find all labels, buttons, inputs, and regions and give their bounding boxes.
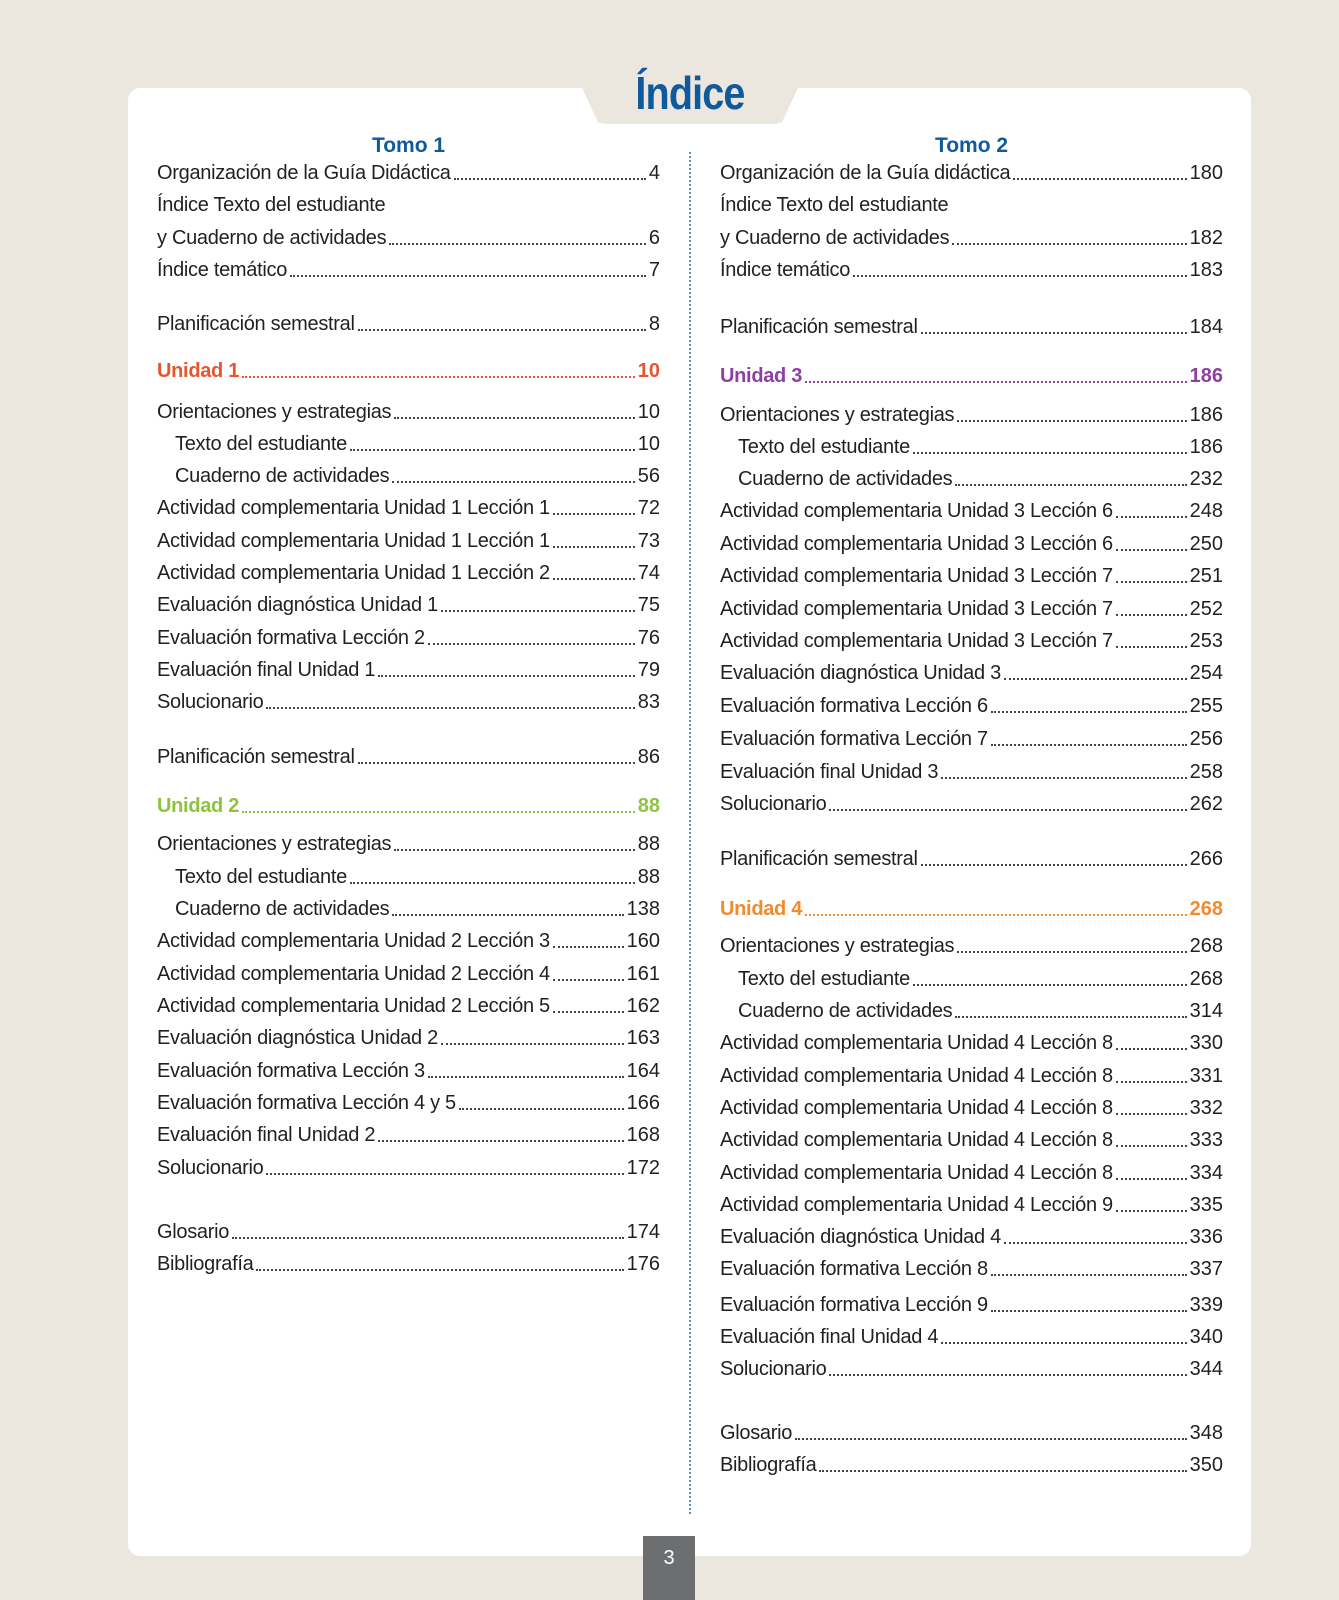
toc-entry-page: 166 — [626, 1092, 660, 1114]
dot-leader — [428, 643, 635, 645]
dot-leader — [553, 513, 635, 515]
toc-entry-page: 186 — [1189, 436, 1223, 458]
dot-leader — [913, 452, 1187, 454]
toc-entry-label: Evaluación formativa Lección 7 — [720, 728, 988, 750]
toc-entry-page: 7 — [648, 259, 660, 281]
toc-entry-page: 183 — [1189, 259, 1223, 281]
dot-leader — [441, 1043, 624, 1045]
dot-leader — [1116, 1145, 1187, 1147]
toc-entry-page: 268 — [1189, 935, 1223, 957]
dot-leader — [242, 811, 635, 813]
toc-entry-label: Solucionario — [720, 1358, 827, 1380]
toc-entry-page: 262 — [1189, 793, 1223, 815]
toc-entry-actividad-complementaria-unidad-3-leccion-6[interactable] — [720, 533, 1223, 556]
toc-entry-label: Evaluación final Unidad 1 — [157, 659, 376, 681]
dot-leader — [1116, 1113, 1187, 1115]
toc-entry-label: Bibliografía — [157, 1253, 254, 1275]
dot-leader — [1116, 614, 1187, 616]
toc-entry-page: 8 — [648, 313, 660, 335]
toc-entry-page: 164 — [626, 1060, 660, 1082]
toc-entry-label: Evaluación formativa Lección 2 — [157, 627, 425, 649]
toc-entry-label: Glosario — [157, 1221, 230, 1243]
toc-entry-indice-tematico[interactable] — [157, 259, 660, 282]
toc-entry-actividad-complementaria-unidad-3-leccion-7[interactable] — [720, 630, 1223, 653]
dot-leader — [853, 275, 1187, 277]
toc-entry-page: 4 — [648, 162, 660, 184]
dot-leader — [957, 951, 1186, 953]
dot-leader — [957, 420, 1186, 422]
dot-leader — [921, 864, 1187, 866]
toc-entry-indice-tematico[interactable] — [720, 259, 1223, 282]
toc-entry-label: Actividad complementaria Unidad 2 Lección 4 — [157, 963, 550, 985]
toc-entry-page: 138 — [626, 898, 660, 920]
toc-entry-planificacion-semestral[interactable] — [720, 848, 1223, 871]
toc-entry-solucionario[interactable] — [157, 1157, 660, 1180]
dot-leader — [454, 178, 646, 180]
toc-entry-page: 254 — [1189, 662, 1223, 684]
toc-entry-page: 10 — [637, 360, 660, 382]
dot-leader — [394, 849, 635, 851]
toc-entry-glosario[interactable] — [157, 1221, 660, 1244]
dot-leader — [1116, 646, 1187, 648]
toc-entry-label: Evaluación formativa Lección 6 — [720, 695, 988, 717]
toc-entry-label: Actividad complementaria Unidad 1 Lección 1 — [157, 530, 550, 552]
toc-entry-page: 184 — [1189, 316, 1223, 338]
toc-entry-orientaciones-y-estrategias[interactable] — [157, 833, 660, 856]
dot-leader — [829, 1374, 1186, 1376]
toc-entry-label: Orientaciones y estrategias — [720, 404, 955, 426]
toc-entry-page: 332 — [1189, 1097, 1223, 1119]
toc-entry-evaluacion-formativa-leccion-2[interactable] — [157, 627, 660, 650]
toc-entry-actividad-complementaria-unidad-2-leccion-3[interactable] — [157, 930, 660, 953]
toc-entry-page: 248 — [1189, 500, 1223, 522]
dot-leader — [795, 1438, 1187, 1440]
toc-entry-label: Cuaderno de actividades — [738, 468, 953, 490]
toc-entry-label: Evaluación final Unidad 2 — [157, 1124, 376, 1146]
dot-leader — [1116, 1048, 1187, 1050]
toc-entry-page: 180 — [1189, 162, 1223, 184]
dot-leader — [553, 546, 635, 548]
toc-entry-label: Texto del estudiante — [738, 968, 910, 990]
toc-entry-label: Actividad complementaria Unidad 1 Lección 2 — [157, 562, 550, 584]
toc-entry-texto-del-estudiante[interactable] — [720, 968, 1223, 991]
tomo-1-heading: Tomo 1 — [371, 134, 446, 157]
toc-entry-page: 256 — [1189, 728, 1223, 750]
toc-entry-page: 74 — [637, 562, 660, 584]
toc-entry-label: Actividad complementaria Unidad 3 Lección 6 — [720, 533, 1113, 555]
toc-entry-page: 88 — [637, 795, 660, 817]
dot-leader — [991, 711, 1187, 713]
toc-entry-page: 335 — [1189, 1194, 1223, 1216]
toc-entry-label: Glosario — [720, 1422, 793, 1444]
dot-leader — [441, 610, 635, 612]
toc-entry-label: Evaluación formativa Lección 9 — [720, 1294, 988, 1316]
dot-leader — [829, 809, 1186, 811]
dot-leader — [921, 332, 1187, 334]
toc-entry-label: Organización de la Guía didáctica — [720, 162, 1011, 184]
toc-entry-evaluacion-final-unidad-3[interactable] — [720, 761, 1223, 784]
dot-leader — [941, 777, 1186, 779]
toc-entry-page: 73 — [637, 530, 660, 552]
toc-entry-page: 268 — [1189, 898, 1223, 920]
dot-leader — [1116, 516, 1187, 518]
toc-entry-page: 258 — [1189, 761, 1223, 783]
toc-entry-bibliografia[interactable] — [720, 1454, 1223, 1477]
toc-entry-y-cuaderno-de-actividades[interactable] — [157, 227, 660, 250]
toc-entry-page: 333 — [1189, 1129, 1223, 1151]
toc-entry-label: Solucionario — [157, 691, 264, 713]
toc-entry-page: 83 — [637, 691, 660, 713]
dot-leader — [805, 914, 1187, 916]
toc-entry-page: 56 — [637, 465, 660, 487]
toc-entry-bibliografia[interactable] — [157, 1253, 660, 1276]
toc-entry-cuaderno-de-actividades[interactable] — [157, 898, 660, 921]
toc-entry-actividad-complementaria-unidad-4-leccion-8[interactable] — [720, 1162, 1223, 1185]
toc-entry-label: Índice Texto del estudiante — [720, 194, 949, 216]
toc-entry-unidad-3[interactable] — [720, 365, 1223, 388]
toc-entry-page: 72 — [637, 497, 660, 519]
toc-entry-orientaciones-y-estrategias[interactable] — [157, 401, 660, 424]
toc-entry-page: 75 — [637, 594, 660, 616]
dot-leader — [232, 1237, 624, 1239]
toc-entry-y-cuaderno-de-actividades[interactable] — [720, 227, 1223, 250]
toc-entry-page: 162 — [626, 995, 660, 1017]
toc-entry-label: Bibliografía — [720, 1454, 817, 1476]
dot-leader — [256, 1269, 623, 1271]
toc-entry-label: Cuaderno de actividades — [175, 465, 390, 487]
toc-entry-page: 232 — [1189, 468, 1223, 490]
dot-leader — [459, 1108, 624, 1110]
toc-entry-solucionario[interactable] — [157, 691, 660, 714]
toc-entry-label: Actividad complementaria Unidad 3 Lección 7 — [720, 598, 1113, 620]
dot-leader — [955, 1016, 1186, 1018]
toc-entry-indice-texto-del-estudiante[interactable] — [720, 194, 1223, 217]
toc-entry-page: 250 — [1189, 533, 1223, 555]
toc-entry-unidad-2[interactable] — [157, 795, 660, 818]
toc-entry-label: y Cuaderno de actividades — [720, 227, 950, 249]
toc-entry-page: 174 — [626, 1221, 660, 1243]
toc-entry-label: Actividad complementaria Unidad 4 Lección 8 — [720, 1065, 1113, 1087]
dot-leader — [991, 1310, 1187, 1312]
dot-leader — [952, 243, 1186, 245]
toc-entry-label: Actividad complementaria Unidad 4 Lección 8 — [720, 1162, 1113, 1184]
toc-entry-label: Actividad complementaria Unidad 4 Lección 8 — [720, 1032, 1113, 1054]
toc-entry-evaluacion-formativa-leccion-3[interactable] — [157, 1060, 660, 1083]
dot-leader — [1116, 1210, 1187, 1212]
toc-entry-page: 182 — [1189, 227, 1223, 249]
toc-entry-page: 255 — [1189, 695, 1223, 717]
toc-entry-page: 336 — [1189, 1226, 1223, 1248]
dot-leader — [913, 984, 1187, 986]
toc-entry-evaluacion-final-unidad-1[interactable] — [157, 659, 660, 682]
toc-entry-actividad-complementaria-unidad-3-leccion-7[interactable] — [720, 598, 1223, 621]
toc-entry-texto-del-estudiante[interactable] — [157, 866, 660, 889]
dot-leader — [955, 484, 1186, 486]
dot-leader — [1116, 549, 1187, 551]
toc-entry-page: 88 — [637, 833, 660, 855]
dot-leader — [290, 275, 646, 277]
toc-entry-page: 10 — [637, 433, 660, 455]
toc-entry-solucionario[interactable] — [720, 1358, 1223, 1381]
toc-entry-label: Evaluación diagnóstica Unidad 4 — [720, 1226, 1001, 1248]
toc-entry-page: 6 — [648, 227, 660, 249]
dot-leader — [1116, 581, 1187, 583]
toc-entry-label: Índice temático — [157, 259, 288, 281]
toc-entry-label: Actividad complementaria Unidad 4 Lección 8 — [720, 1129, 1113, 1151]
toc-entry-page: 76 — [637, 627, 660, 649]
dot-leader — [553, 1011, 624, 1013]
page-number: 3 — [643, 1536, 695, 1600]
toc-entry-cuaderno-de-actividades[interactable] — [157, 465, 660, 488]
toc-entry-label: Índice temático — [720, 259, 851, 281]
dot-leader — [553, 578, 635, 580]
toc-entry-label: Evaluación diagnóstica Unidad 1 — [157, 594, 438, 616]
toc-entry-label: Planificación semestral — [157, 746, 355, 768]
toc-entry-label: Orientaciones y estrategias — [157, 833, 392, 855]
toc-entry-evaluacion-formativa-leccion-9[interactable] — [720, 1294, 1223, 1317]
toc-entry-label: Evaluación diagnóstica Unidad 3 — [720, 662, 1001, 684]
toc-entry-evaluacion-diagnostica-unidad-3[interactable] — [720, 662, 1223, 685]
toc-entry-page: 186 — [1189, 365, 1223, 387]
toc-entry-orientaciones-y-estrategias[interactable] — [720, 935, 1223, 958]
toc-entry-glosario[interactable] — [720, 1422, 1223, 1445]
toc-entry-label: Texto del estudiante — [175, 433, 347, 455]
toc-entry-label: Actividad complementaria Unidad 1 Lección 1 — [157, 497, 550, 519]
toc-entry-label: Cuaderno de actividades — [175, 898, 390, 920]
toc-entry-organizacion-de-la-guia-didactica[interactable] — [720, 162, 1223, 185]
dot-leader — [266, 1173, 623, 1175]
toc-entry-page: 86 — [637, 746, 660, 768]
dot-leader — [266, 707, 634, 709]
toc-entry-label: Orientaciones y estrategias — [720, 935, 955, 957]
dot-leader — [392, 481, 634, 483]
toc-entry-solucionario[interactable] — [720, 793, 1223, 816]
toc-entry-label: y Cuaderno de actividades — [157, 227, 387, 249]
toc-entry-page: 348 — [1189, 1422, 1223, 1444]
toc-entry-indice-texto-del-estudiante[interactable] — [157, 194, 660, 217]
toc-entry-actividad-complementaria-unidad-1-leccion-2[interactable] — [157, 562, 660, 585]
dot-leader — [358, 329, 646, 331]
toc-entry-label: Evaluación formativa Lección 4 y 5 — [157, 1092, 456, 1114]
toc-entry-actividad-complementaria-unidad-1-leccion-1[interactable] — [157, 497, 660, 520]
toc-entry-page: 344 — [1189, 1358, 1223, 1380]
toc-entry-label: Índice Texto del estudiante — [157, 194, 386, 216]
toc-entry-evaluacion-formativa-leccion-8[interactable] — [720, 1258, 1223, 1281]
dot-leader — [350, 882, 635, 884]
dot-leader — [392, 914, 623, 916]
toc-entry-label: Evaluación formativa Lección 8 — [720, 1258, 988, 1280]
dot-leader — [389, 243, 646, 245]
toc-entry-evaluacion-final-unidad-4[interactable] — [720, 1326, 1223, 1349]
toc-entry-page: 10 — [637, 401, 660, 423]
toc-entry-actividad-complementaria-unidad-2-leccion-5[interactable] — [157, 995, 660, 1018]
toc-entry-label: Actividad complementaria Unidad 4 Lección 9 — [720, 1194, 1113, 1216]
dot-leader — [819, 1470, 1186, 1472]
toc-entry-label: Planificación semestral — [720, 316, 918, 338]
toc-entry-evaluacion-diagnostica-unidad-2[interactable] — [157, 1027, 660, 1050]
toc-entry-page: 350 — [1189, 1454, 1223, 1476]
toc-entry-label: Texto del estudiante — [738, 436, 910, 458]
column-divider — [689, 152, 691, 1514]
toc-entry-label: Actividad complementaria Unidad 2 Lección 5 — [157, 995, 550, 1017]
dot-leader — [378, 1140, 623, 1142]
toc-entry-page: 340 — [1189, 1326, 1223, 1348]
toc-entry-label: Organización de la Guía Didáctica — [157, 162, 451, 184]
toc-entry-page: 268 — [1189, 968, 1223, 990]
toc-entry-label: Evaluación diagnóstica Unidad 2 — [157, 1027, 438, 1049]
toc-entry-cuaderno-de-actividades[interactable] — [720, 1000, 1223, 1023]
toc-entry-actividad-complementaria-unidad-4-leccion-8[interactable] — [720, 1097, 1223, 1120]
toc-entry-planificacion-semestral[interactable] — [720, 316, 1223, 339]
toc-entry-unidad-4[interactable] — [720, 898, 1223, 921]
toc-entry-page: 330 — [1189, 1032, 1223, 1054]
toc-entry-actividad-complementaria-unidad-4-leccion-9[interactable] — [720, 1194, 1223, 1217]
toc-entry-texto-del-estudiante[interactable] — [157, 433, 660, 456]
toc-entry-page: 88 — [637, 866, 660, 888]
toc-entry-page: 161 — [626, 963, 660, 985]
toc-entry-label: Cuaderno de actividades — [738, 1000, 953, 1022]
toc-entry-actividad-complementaria-unidad-3-leccion-6[interactable] — [720, 500, 1223, 523]
tomo-2-heading: Tomo 2 — [934, 134, 1009, 157]
dot-leader — [378, 675, 635, 677]
toc-entry-label: Unidad 3 — [720, 365, 803, 387]
toc-entry-label: Unidad 2 — [157, 795, 240, 817]
toc-entry-label: Actividad complementaria Unidad 4 Lección 8 — [720, 1097, 1113, 1119]
toc-entry-page: 266 — [1189, 848, 1223, 870]
toc-entry-label: Solucionario — [720, 793, 827, 815]
toc-entry-page: 252 — [1189, 598, 1223, 620]
toc-entry-page: 331 — [1189, 1065, 1223, 1087]
toc-entry-label: Evaluación final Unidad 3 — [720, 761, 939, 783]
dot-leader — [358, 762, 635, 764]
dot-leader — [394, 417, 635, 419]
toc-entry-unidad-1[interactable] — [157, 360, 660, 383]
dot-leader — [1116, 1081, 1187, 1083]
dot-leader — [991, 1274, 1187, 1276]
dot-leader — [1004, 1242, 1187, 1244]
dot-leader — [991, 744, 1187, 746]
dot-leader — [428, 1076, 624, 1078]
toc-entry-label: Actividad complementaria Unidad 3 Lección 6 — [720, 500, 1113, 522]
toc-entry-page: 339 — [1189, 1294, 1223, 1316]
toc-entry-label: Evaluación formativa Lección 3 — [157, 1060, 425, 1082]
toc-entry-page: 79 — [637, 659, 660, 681]
toc-entry-label: Unidad 1 — [157, 360, 240, 382]
toc-entry-page: 334 — [1189, 1162, 1223, 1184]
dot-leader — [941, 1342, 1186, 1344]
toc-entry-evaluacion-formativa-leccion-4-y-5[interactable] — [157, 1092, 660, 1115]
toc-entry-evaluacion-formativa-leccion-7[interactable] — [720, 728, 1223, 751]
toc-entry-actividad-complementaria-unidad-3-leccion-7[interactable] — [720, 565, 1223, 588]
toc-entry-orientaciones-y-estrategias[interactable] — [720, 404, 1223, 427]
toc-entry-actividad-complementaria-unidad-4-leccion-8[interactable] — [720, 1032, 1223, 1055]
dot-leader — [1116, 1178, 1187, 1180]
dot-leader — [1013, 178, 1186, 180]
toc-entry-page: 186 — [1189, 404, 1223, 426]
toc-entry-label: Actividad complementaria Unidad 3 Lección 7 — [720, 565, 1113, 587]
toc-entry-organizacion-de-la-guia-didactica[interactable] — [157, 162, 660, 185]
toc-entry-page: 172 — [626, 1157, 660, 1179]
toc-entry-label: Actividad complementaria Unidad 2 Lección 3 — [157, 930, 550, 952]
toc-entry-actividad-complementaria-unidad-4-leccion-8[interactable] — [720, 1129, 1223, 1152]
toc-entry-page: 253 — [1189, 630, 1223, 652]
toc-entry-actividad-complementaria-unidad-2-leccion-4[interactable] — [157, 963, 660, 986]
toc-entry-label: Evaluación final Unidad 4 — [720, 1326, 939, 1348]
toc-entry-actividad-complementaria-unidad-1-leccion-1[interactable] — [157, 530, 660, 553]
toc-entry-evaluacion-final-unidad-2[interactable] — [157, 1124, 660, 1147]
toc-entry-page: 314 — [1189, 1000, 1223, 1022]
toc-entry-page: 163 — [626, 1027, 660, 1049]
toc-entry-label: Unidad 4 — [720, 898, 803, 920]
toc-entry-evaluacion-formativa-leccion-6[interactable] — [720, 695, 1223, 718]
toc-entry-label: Texto del estudiante — [175, 866, 347, 888]
toc-entry-actividad-complementaria-unidad-4-leccion-8[interactable] — [720, 1065, 1223, 1088]
dot-leader — [805, 381, 1187, 383]
toc-entry-label: Planificación semestral — [720, 848, 918, 870]
toc-entry-page: 160 — [626, 930, 660, 952]
toc-entry-texto-del-estudiante[interactable] — [720, 436, 1223, 459]
toc-entry-evaluacion-diagnostica-unidad-4[interactable] — [720, 1226, 1223, 1249]
toc-entry-label: Orientaciones y estrategias — [157, 401, 392, 423]
dot-leader — [242, 376, 635, 378]
toc-entry-label: Planificación semestral — [157, 313, 355, 335]
page-title: Índice — [635, 67, 745, 119]
toc-entry-evaluacion-diagnostica-unidad-1[interactable] — [157, 594, 660, 617]
dot-leader — [1004, 678, 1187, 680]
toc-entry-page: 168 — [626, 1124, 660, 1146]
dot-leader — [553, 979, 624, 981]
dot-leader — [553, 946, 624, 948]
dot-leader — [350, 449, 635, 451]
toc-entry-planificacion-semestral[interactable] — [157, 313, 660, 336]
toc-entry-cuaderno-de-actividades[interactable] — [720, 468, 1223, 491]
toc-entry-label: Actividad complementaria Unidad 3 Lección 7 — [720, 630, 1113, 652]
toc-entry-page: 176 — [626, 1253, 660, 1275]
toc-entry-label: Solucionario — [157, 1157, 264, 1179]
toc-entry-planificacion-semestral[interactable] — [157, 746, 660, 769]
toc-entry-page: 337 — [1189, 1258, 1223, 1280]
toc-entry-page: 251 — [1189, 565, 1223, 587]
